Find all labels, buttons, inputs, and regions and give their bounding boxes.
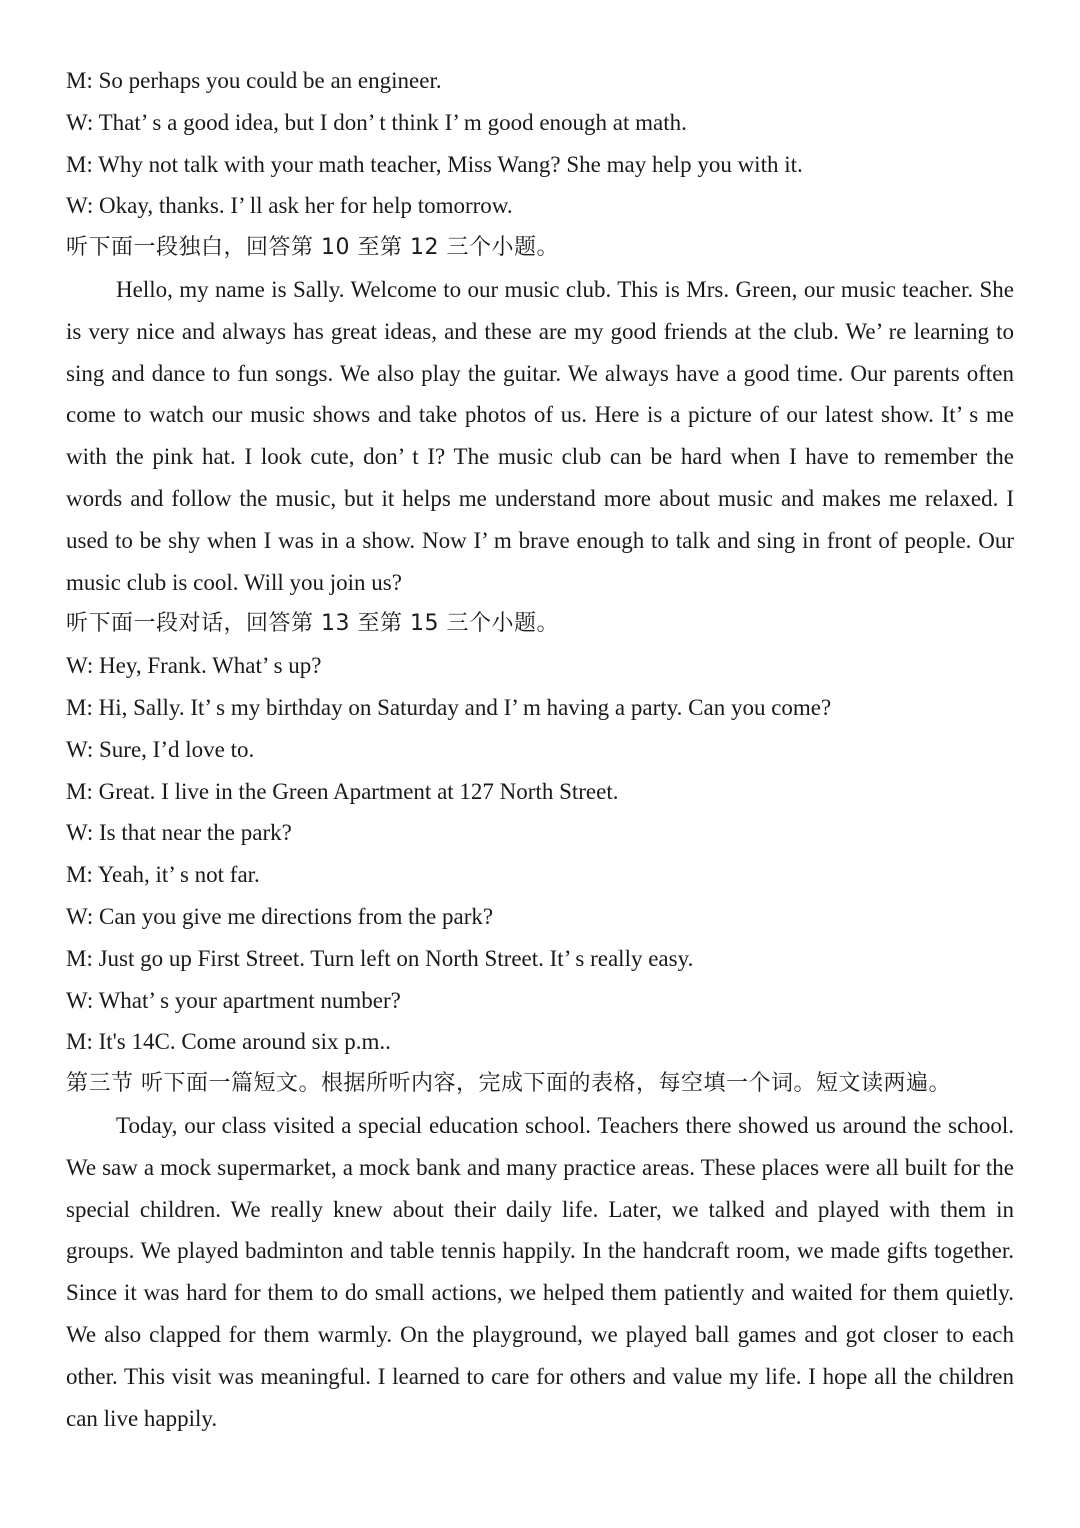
instruction-heading: 听下面一段对话，回答第 13 至第 15 三个小题。 [66, 611, 559, 637]
dialogue-line: M: Yeah, it’ s not far. [66, 862, 260, 888]
dialogue-line: M: So perhaps you could be an engineer. [66, 68, 442, 93]
section-instruction: 第三节 听下面一篇短文。根据所听内容，完成下面的表格，每空填一个词。短文读两遍。 [66, 1071, 951, 1097]
dialogue-line: W: What’ s your apartment number? [66, 987, 401, 1013]
dialogue-line: W: That’ s a good idea, but I don’ t think I’ m good enough at math. [66, 109, 687, 135]
dialogue-line: W: Is that near the park? [66, 820, 292, 846]
instruction-heading: 听下面一段独白，回答第 10 至第 12 三个小题。 [66, 235, 559, 261]
dialogue-line: M: Hi, Sally. It’ s my birthday on Saturday and I’ m having a party. Can you come? [66, 694, 832, 720]
dialogue-line: M: It's 14C. Come around six p.m.. [66, 1029, 391, 1055]
dialogue-line: M: Great. I live in the Green Apartment at 127 North Street. [66, 778, 619, 804]
dialogue-line: W: Okay, thanks. I’ ll ask her for help tomorrow. [66, 193, 513, 219]
passage-paragraph: Today, our class visited a special education school. Teachers there showed us around the school. We saw a mock supermarket, a mock bank and many practice areas. These places were all built for the special children. We really knew about their daily life. Later, we talked and played with them in groups. We played badminton and table tennis happily. In the handcraft room, we made gifts together. Since it was hard for them to do small actions, we helped them patiently and waited for them quietly. We also clapped for them warmly. On the playground, we played ball games and got closer to each other. This visit was meaningful. I learned to care for others and value my life. I hope all the children can live happily. [66, 1112, 1014, 1431]
page-content [66, 60, 1014, 1439]
dialogue-line: W: Can you give me directions from the park? [66, 903, 494, 929]
dialogue-line: M: Why not talk with your math teacher, Miss Wang? She may help you with it. [66, 151, 803, 177]
dialogue-line: W: Sure, I’d love to. [66, 736, 255, 762]
dialogue-line: W: Hey, Frank. What’ s up? [66, 653, 322, 679]
dialogue-line: M: Just go up First Street. Turn left on North Street. It’ s really easy. [66, 945, 694, 971]
monologue-paragraph: Hello, my name is Sally. Welcome to our music club. This is Mrs. Green, our music teacher. She is very nice and always has great ideas, and these are my good friends at the club. We’ re learning to sing and dance to fun songs. We also play the guitar. We always have a good time. Our parents often come to watch our music shows and take photos of us. Here is a picture of our latest show. It’ s me with the pink hat. I look cute, don’ t I? The music club can be hard when I have to remember the words and follow the music, but it helps me understand more about music and makes me relaxed. I used to be shy when I was in a show. Now I’ m brave enough to talk and sing in front of people. Our music club is cool. Will you join us? [66, 276, 1014, 595]
